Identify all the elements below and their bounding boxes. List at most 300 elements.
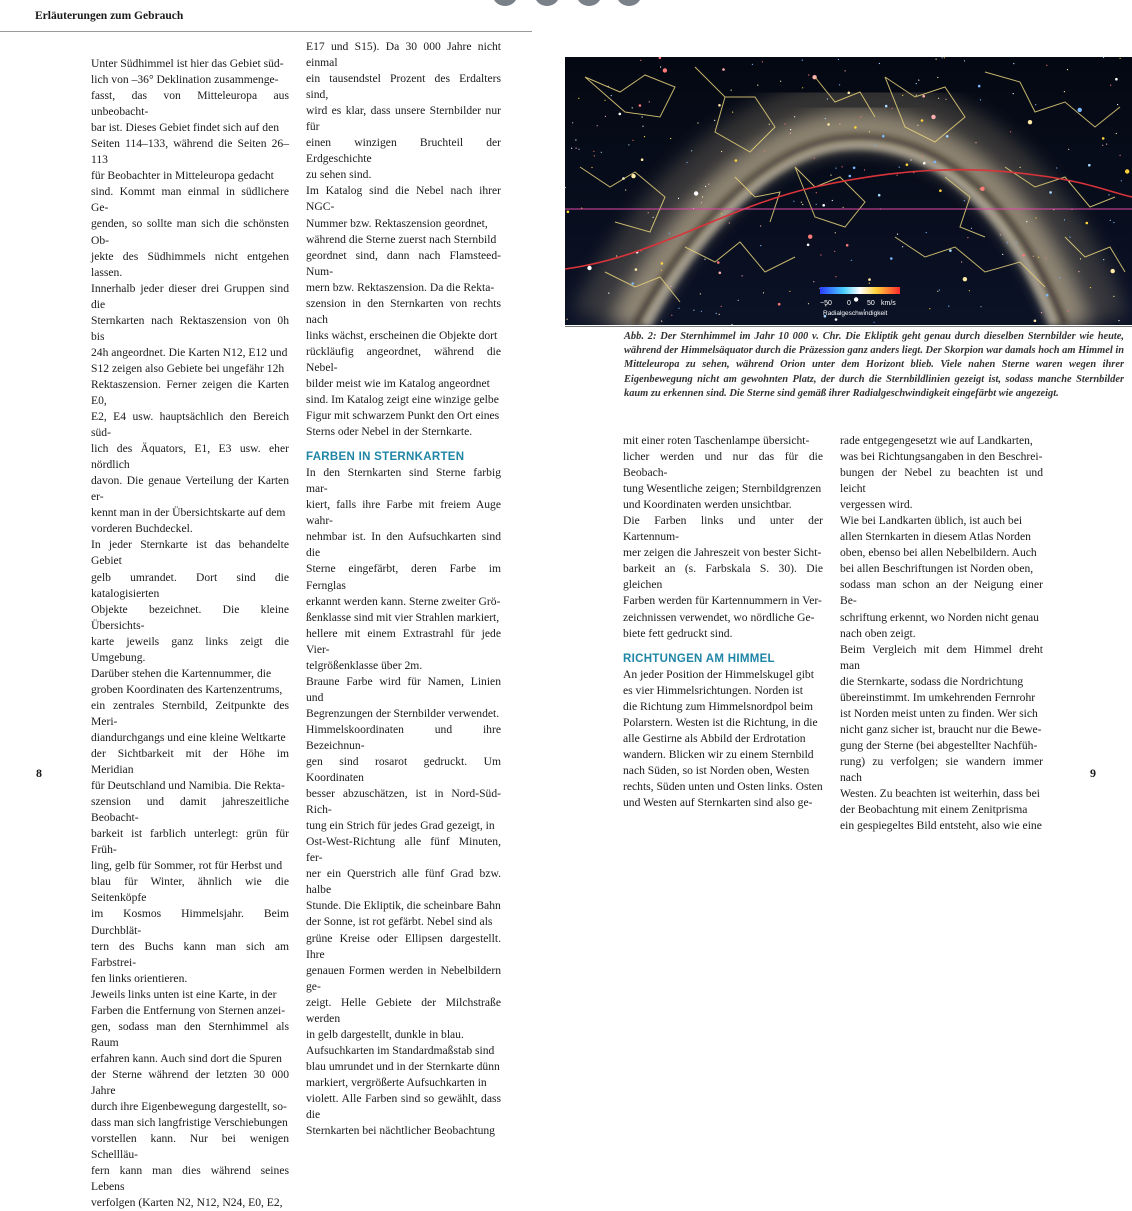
text-line: rung) zu verfolgen; sie wandern immer nach [840, 754, 1043, 784]
star-dot [868, 278, 871, 281]
text-line: Rektaszension. Ferner zeigen die Karten E0, [91, 377, 289, 407]
star-dot [1016, 242, 1017, 243]
star-dot [1035, 104, 1036, 105]
text-line: ner ein Querstrich alle fünf Grad bzw. halbe [306, 867, 501, 897]
text-line: ein tausendstel Prozent des Erdalters sind, [306, 72, 501, 102]
text-line: Darüber stehen die Kartennummer, die [91, 666, 272, 680]
text-line: markiert, vergrößerte Aufsuchkarten in [306, 1075, 487, 1089]
star-dot [571, 148, 572, 149]
text-line: Jeweils links unten ist eine Karte, in der [91, 987, 277, 1001]
star-dot [752, 64, 753, 65]
text-line: links wächst, erscheinen die Objekte dort [306, 328, 498, 342]
star-dot [980, 187, 984, 191]
star-dot [963, 277, 967, 281]
text-line: szension in den Sternkarten von rechts nach [306, 296, 501, 326]
text-line: In den Sternkarten sind Sterne farbig mar- [306, 466, 501, 496]
text-line: davon. Die genaue Verteilung der Karten er- [91, 474, 289, 504]
star-dot [649, 101, 650, 102]
text-line: barkeit an (s. Farbskala S. 30). Die gleichen [623, 562, 823, 592]
text-line: telgrößenklasse über 2m. [306, 658, 423, 672]
star-dot [594, 155, 595, 156]
text-line: vorderen Buchdeckel. [91, 522, 193, 536]
text-line: ßenklasse sind mit vier Strahlen markiert, [306, 610, 500, 624]
star-dot [591, 167, 592, 168]
star-dot [825, 118, 826, 119]
star-dot [567, 211, 570, 214]
star-dot [769, 124, 770, 125]
star-dot [835, 276, 836, 277]
text-line: sind. Kommt man einmal in südlichere Ge- [91, 185, 289, 215]
star-dot [849, 175, 852, 178]
star-dot [931, 115, 935, 119]
star-dot [807, 244, 810, 247]
star-dot [1121, 180, 1122, 181]
star-dot [816, 204, 817, 205]
text-line: bar ist. Dieses Gebiet findet sich auf den [91, 121, 280, 135]
star-dot [732, 112, 733, 113]
star-dot [653, 217, 654, 218]
text-line: erkannt werden kann. Sterne zweiter Grö- [306, 594, 501, 608]
star-dot [939, 189, 942, 192]
text-line: Ost-West-Richtung alle fünf Minuten, fer- [306, 835, 501, 865]
star-dot [897, 175, 898, 176]
page-number-left: 8 [36, 766, 42, 780]
text-line: rückläufig angeordnet, während die Nebel- [306, 344, 501, 374]
text-line: Westen. Zu beachten ist weiterhin, dass bei [840, 787, 1040, 801]
star-dot [701, 311, 702, 312]
text-line: licher werden und nur das für die Beobach- [623, 450, 823, 480]
star-dot [1038, 257, 1039, 258]
star-dot [661, 262, 664, 265]
col3-paragraph-b [623, 667, 823, 811]
star-dot [575, 139, 576, 140]
text-line: vorstellen kann. Nur bei wenigen Schellläu- [91, 1132, 289, 1162]
star-dot [980, 99, 981, 100]
star-dot [1117, 104, 1118, 105]
text-line: E17 und S15). Da 30 000 Jahre nicht einmal [306, 40, 501, 70]
text-line: hellere mit einem Extrastrahl für jede Vier- [306, 626, 501, 656]
star-dot [661, 270, 662, 271]
text-line: ein gespiegeltes Bild entsteht, also wie eine [840, 819, 1042, 833]
star-dot [760, 225, 761, 226]
star-dot [853, 167, 856, 170]
star-dot [1115, 78, 1118, 81]
text-line: ein zentrales Sternbild, Zeitpunkte des Meri- [91, 698, 289, 728]
star-dot [892, 108, 893, 109]
star-dot [604, 100, 605, 101]
star-dot [1010, 131, 1011, 132]
text-line: biete fett gedruckt sind. [623, 626, 733, 640]
star-dot [834, 251, 835, 252]
text-line: schriftung erkennt, wo Norden nicht genau [840, 610, 1039, 624]
star-dot [1046, 294, 1049, 297]
star-dot [816, 192, 817, 193]
star-dot [1020, 167, 1021, 168]
star-dot [882, 135, 885, 138]
star-dot [967, 237, 968, 238]
star-dot [1120, 155, 1121, 156]
star-dot [969, 290, 970, 291]
star-dot [1110, 220, 1111, 221]
text-column-3 [623, 433, 823, 811]
star-dot [735, 159, 738, 162]
text-line: was bei Richtungsangaben in den Beschrei- [840, 450, 1043, 464]
text-line: Sterne eingefärbt, deren Farbe im Fernglas [306, 562, 501, 592]
text-line: tung Wesentliche zeigen; Sternbildgrenzen [623, 482, 822, 496]
star-dot [1068, 149, 1069, 150]
star-dot [1056, 167, 1057, 168]
star-dot [923, 162, 926, 165]
star-dot [1125, 169, 1129, 173]
star-dot [916, 83, 917, 84]
star-dot [937, 77, 938, 78]
star-dot [1078, 108, 1082, 112]
star-dot [897, 234, 898, 235]
star-dot [964, 200, 965, 201]
star-dot [885, 105, 888, 108]
star-map-image [565, 57, 1132, 325]
text-line: kiert, falls ihre Farbe mit freiem Auge wahr- [306, 498, 501, 528]
star-dot [1118, 320, 1119, 321]
colorbar-tick: km/s [881, 300, 896, 307]
text-line: ist Norden meist unten zu finden. Wer sich [840, 706, 1038, 720]
star-dot [980, 306, 981, 307]
star-dot [1067, 311, 1068, 312]
star-dot [1045, 258, 1046, 259]
colorbar-gradient [820, 287, 900, 294]
star-dot [808, 235, 812, 239]
star-dot [1088, 164, 1091, 167]
text-line: und Westen auf Sternkarten sind also ge- [623, 795, 813, 809]
star-dot [1106, 144, 1107, 145]
text-line: wird es klar, dass unsere Sternbilder nur für [306, 104, 501, 134]
star-dot [845, 70, 846, 71]
text-line: Beim Vergleich mit dem Himmel dreht man [840, 642, 1043, 672]
text-line: zu sehen sind. [306, 168, 372, 182]
star-dot [918, 80, 919, 81]
star-dot [890, 257, 893, 260]
text-line: Innerhalb jeder dieser drei Gruppen sind die [91, 281, 289, 311]
star-dot [874, 322, 875, 323]
star-dot [822, 204, 825, 207]
colorbar-tick: 50 [867, 300, 875, 307]
text-line: sodass man schon an der Neigung einer Be- [840, 578, 1043, 608]
star-dot [608, 293, 609, 294]
text-line: geordnet sind, dann nach Flamsteed-Num- [306, 248, 501, 278]
star-dot [790, 129, 791, 130]
text-column-2 [306, 39, 501, 1139]
star-dot [854, 297, 858, 301]
star-dot [1080, 258, 1081, 259]
text-line: blau umrundet und in der Sternkarte dünn [306, 1059, 500, 1073]
star-dot [721, 213, 722, 214]
star-dot [716, 313, 717, 314]
star-dot [642, 116, 643, 117]
star-dot [642, 126, 643, 127]
text-line: 24h angeordnet. Die Karten N12, E12 und [91, 345, 288, 359]
text-line: bilder meist wie im Katalog angeordnet [306, 376, 490, 390]
text-line: fasst, das von Mitteleuropa aus unbeobacht- [91, 89, 289, 119]
star-dot [717, 261, 720, 264]
star-dot [619, 113, 622, 116]
text-line: alle Gestirne als Abbild der Erdrotation [623, 731, 806, 745]
star-dot [820, 254, 821, 255]
text-line: kennt man in der Übersichtskarte auf dem [91, 506, 286, 520]
star-dot [937, 291, 938, 292]
tab-marker [534, 0, 560, 6]
star-dot [704, 259, 705, 260]
text-line: Begrenzungen der Sternbilder verwendet. [306, 706, 500, 720]
text-line: wandern. Blicken wir zu einem Sternbild [623, 747, 814, 761]
star-dot [628, 144, 629, 145]
text-line: der Sonne, ist rot gefärbt. Nebel sind als [306, 915, 493, 929]
star-dot [1034, 320, 1037, 323]
star-dot [929, 308, 930, 309]
star-dot [631, 282, 634, 285]
star-dot [802, 204, 803, 205]
star-dot [631, 174, 635, 178]
star-dot [722, 68, 725, 71]
text-line: übereinstimmt. Im umkehrenden Fernrohr [840, 690, 1036, 704]
star-dot [1013, 93, 1014, 94]
star-dot [601, 152, 602, 153]
star-dot [762, 61, 763, 62]
star-dot [906, 163, 909, 166]
text-line: fern kann man dies während seines Lebens [91, 1164, 289, 1194]
star-dot [572, 122, 573, 123]
star-dot [721, 306, 722, 307]
star-dot [1078, 271, 1079, 272]
figure-caption: Abb. 2: Der Sternhimmel im Jahr 10 000 v. Chr. Die Ekliptik geht genau durch dieselben Sternbilder wie heute, während der Himmelsäquator durch die Präzession ganz anders liegt. Der Skorpion war damals hoch am Himmel in Mitteleuropa zu sehen, während Orion unter dem Horizont blieb. Viele nahen Sterne waren wegen ihrer Eigenbewegung nicht am gewohnten Platz, der durch die Sternbildlinien gezeigt ist, sodass manche Sternbilder kaum zu erkennen sind. Die Sterne sind gemäß ihrer Radialgeschwindigkeit eingefärbt wie angezeigt. [624, 331, 1124, 399]
star-dot [1103, 259, 1104, 260]
star-dot [694, 191, 698, 195]
star-dot [738, 300, 739, 301]
text-line: violett. Alle Farben sind so gewählt, dass die [306, 1092, 501, 1122]
text-line: die Sternkarte, sodass die Nordrichtung [840, 674, 1024, 688]
star-dot [926, 232, 927, 233]
text-line: Objekte bezeichnet. Die kleine Übersichts- [91, 602, 289, 632]
text-line: An jeder Position der Himmelskugel gibt [623, 667, 814, 681]
text-line: Seiten 114–133, während die Seiten 26–113 [91, 137, 289, 167]
text-line: rade entgegengesetzt wie auf Landkarten, [840, 434, 1033, 447]
text-line: mit einer roten Taschenlampe übersicht- [623, 434, 810, 447]
star-dot [763, 292, 764, 293]
star-dot [1028, 120, 1032, 124]
text-line: Farben werden für Kartennummern in Ver- [623, 594, 822, 608]
text-line: Polarstern. Westen ist die Richtung, in die [623, 715, 818, 729]
star-dot [848, 92, 851, 95]
star-dot [839, 124, 840, 125]
star-dot [760, 245, 761, 246]
star-dot [721, 151, 722, 152]
star-dot [939, 289, 940, 290]
star-dot [808, 303, 809, 304]
star-dot [838, 59, 839, 60]
star-dot [578, 149, 579, 150]
star-dot [864, 169, 865, 170]
text-line: der Sterne während der letzten 30 000 Jahre [91, 1067, 289, 1097]
text-line: tung ein Strich für jedes Grad gezeigt, in [306, 819, 495, 833]
star-dot [660, 66, 661, 67]
star-dot [1064, 219, 1065, 220]
text-line: barkeit ist farblich unterlegt: grün für Früh- [91, 827, 289, 857]
text-line: karte jeweils ganz links zeigt die Umgebung. [91, 634, 289, 664]
star-dot [1116, 133, 1117, 134]
text-line: und Koordinaten werden unsichtbar. [623, 498, 792, 512]
text-line: nehmbar ist. In den Aufsuchkarten sind die [306, 530, 501, 560]
text-line: vergessen wird. [840, 498, 913, 512]
text-line: E2, E4 usw. hauptsächlich den Bereich süd- [91, 410, 289, 440]
text-line: in gelb dargestellt, dunkle in blau. [306, 1027, 464, 1041]
star-dot [693, 310, 694, 311]
text-line: gung der Sterne (bei abgestellter Nachfüh- [840, 738, 1038, 752]
star-dot [1046, 65, 1047, 66]
star-dot [1113, 296, 1114, 297]
star-dot [719, 272, 722, 275]
star-dot [917, 125, 918, 126]
text-line: groben Koordinaten des Kartenzentrums, [91, 682, 283, 696]
star-dot [1108, 194, 1109, 195]
text-line: mern bzw. Rektaszension. Da die Rekta- [306, 280, 495, 294]
text-line: die Richtung zum Himmelsnordpol beim [623, 699, 813, 713]
star-dot [922, 156, 923, 157]
star-dot [869, 131, 870, 132]
star-dot [878, 194, 881, 197]
star-dot [801, 202, 802, 203]
star-dot [670, 286, 671, 287]
star-dot [1090, 287, 1091, 288]
figure-rule [565, 326, 1132, 327]
text-line: Farben die Entfernung von Sternen anzei- [91, 1003, 286, 1017]
star-dot [922, 95, 925, 98]
star-dot [916, 95, 917, 96]
text-line: für Deutschland und Namibia. Die Rekta- [91, 779, 285, 793]
star-dot [567, 319, 568, 320]
star-dot [839, 84, 840, 85]
star-dot [625, 189, 626, 190]
star-dot [910, 159, 911, 160]
star-dot [785, 123, 786, 124]
star-dot [961, 261, 962, 262]
text-column-4 [840, 433, 1043, 834]
star-dot [1002, 254, 1003, 255]
star-dot [1120, 58, 1121, 59]
star-map-figure [565, 57, 1132, 325]
text-line: Unter Südhimmel ist hier das Gebiet süd- [91, 57, 284, 70]
star-dot [790, 133, 791, 134]
star-dot [949, 249, 952, 252]
star-dot [860, 116, 861, 117]
star-dot [632, 107, 633, 108]
text-line: dass man sich langfristige Verschiebungen [91, 1116, 288, 1130]
star-dot [899, 167, 900, 168]
star-dot [835, 168, 836, 169]
text-line: im Kosmos Himmelsjahr. Beim Durchblät- [91, 907, 289, 937]
star-dot [827, 98, 828, 99]
section-heading-richtungen: RICHTUNGEN AM HIMMEL [623, 652, 775, 665]
star-dot [902, 95, 903, 96]
star-dot [648, 212, 649, 213]
star-dot [700, 293, 701, 294]
text-line: Die Farben links und unter der Kartennum- [623, 514, 823, 544]
star-dot [757, 85, 758, 86]
star-dot [663, 68, 667, 72]
colorbar-tick: 0 [847, 300, 851, 307]
star-dot [578, 98, 579, 99]
star-dot [632, 140, 633, 141]
star-dot [875, 145, 876, 146]
star-dot [669, 233, 670, 234]
text-line: tern des Buchs kann man sich am Farbstrei- [91, 939, 289, 969]
star-dot [670, 138, 671, 139]
star-dot [639, 104, 642, 107]
star-dot [764, 150, 765, 151]
text-line: der Beobachtung mit einem Zenitprisma [840, 803, 1028, 817]
star-dot [854, 126, 857, 129]
star-dot [921, 119, 924, 122]
star-dot [1069, 237, 1070, 238]
text-line: gen, sodass man den Sternhimmel als Raum [91, 1019, 289, 1049]
star-dot [697, 122, 698, 123]
text-line: gelb umrandet. Dort sind die katalogisierten [91, 570, 289, 600]
text-line: nach Süden, so ist Norden oben, Westen [623, 763, 810, 777]
star-dot [936, 59, 937, 60]
text-line: rechts, Süden unten und Osten links. Osten [623, 779, 823, 793]
star-dot [813, 281, 814, 282]
col2-paragraph-b [306, 465, 501, 1139]
text-line: Himmelskoordinaten und ihre Bezeichnun- [306, 722, 501, 752]
text-line: nach oben zeigt. [840, 626, 916, 640]
text-line: Sternkarten bei nächtlicher Beobachtung [306, 1124, 495, 1138]
text-line: einen winzigen Bruchteil der Erdgeschichte [306, 136, 501, 166]
star-dot [701, 202, 702, 203]
text-line: zeichnissen verwendet, wo nördliche Ge- [623, 610, 815, 624]
star-dot [946, 135, 949, 138]
page-number-right: 9 [1090, 766, 1096, 780]
text-line: während die Sterne zuerst nach Sternbild [306, 232, 497, 246]
star-dot [1113, 222, 1114, 223]
star-dot [686, 162, 687, 163]
star-dot [661, 321, 662, 322]
running-header: Erläuterungen zum Gebrauch [35, 10, 184, 22]
star-dot [971, 228, 972, 229]
text-line: In jeder Sternkarte ist das behandelte Gebiet [91, 538, 289, 568]
text-line: nicht ganz sicher ist, braucht nur die Bewe- [840, 722, 1042, 736]
star-dot [1111, 269, 1115, 273]
text-line: sind. Im Katalog zeigt eine winzige gelbe [306, 393, 499, 407]
star-dot [640, 60, 641, 61]
star-dot [794, 116, 795, 117]
star-dot [616, 255, 617, 256]
star-dot [830, 175, 831, 176]
star-dot [846, 244, 849, 247]
page-tabs [492, 0, 642, 8]
text-line: Braune Farbe wird für Namen, Linien und [306, 674, 501, 704]
star-dot [944, 57, 945, 58]
star-dot [576, 148, 577, 149]
text-line: mer zeigen die Jahreszeit von bester Sicht- [623, 546, 822, 560]
text-line: bei allen Beschriftungen ist Norden oben, [840, 562, 1034, 576]
star-dot [691, 150, 692, 151]
star-dot [902, 246, 903, 247]
star-dot [835, 232, 836, 233]
text-line: lich des Äquators, E1, E3 usw. eher nördlich [91, 442, 289, 472]
text-line: durch ihre Eigenbewegung dargestellt, so- [91, 1100, 287, 1114]
star-dot [808, 74, 809, 75]
tab-marker [616, 0, 642, 6]
text-line: Aufsuchkarten im Standardmaßstab sind [306, 1043, 495, 1057]
star-dot [611, 95, 612, 96]
